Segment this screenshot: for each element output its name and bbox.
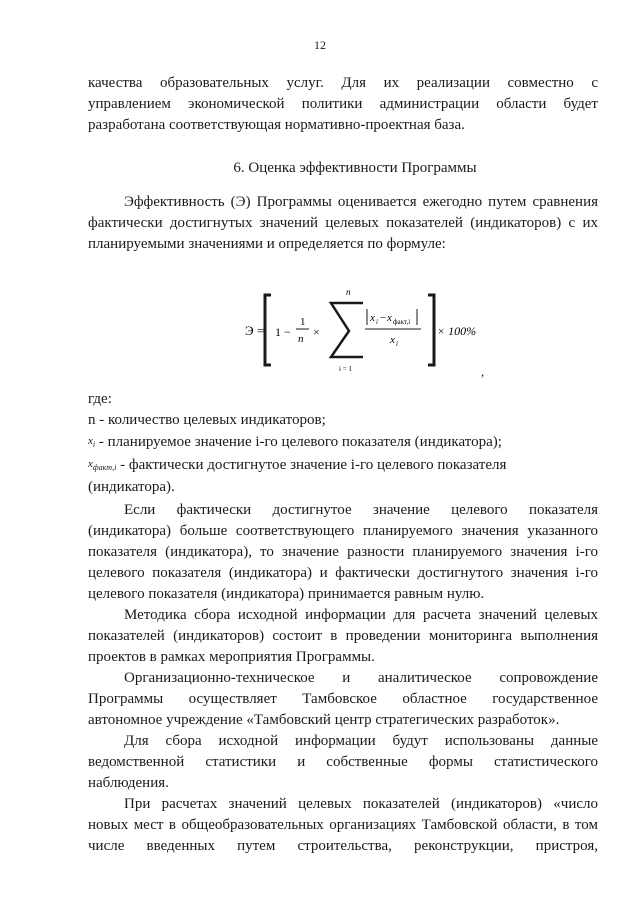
text-line: показателей (индикаторов) состоит в проведении мониторинга выполнения: [88, 628, 598, 644]
collect-paragraph: [88, 731, 598, 794]
text-line: Методика сбора исходной информации для расчета значений целевых: [124, 607, 598, 623]
text-line: качества образовательных услуг. Для их реализации совместно с: [88, 75, 598, 91]
formula-lhs: Э =: [245, 323, 265, 338]
text-line: (индикатора) больше соответствующего планируемого значения указанного: [88, 523, 598, 539]
text-line: проектов в рамках мероприятия Программы.: [88, 649, 375, 665]
if-paragraph: [88, 500, 598, 605]
formula-frac-den: n: [298, 333, 304, 345]
text-line: ведомственной статистики и собственные формы статистического: [88, 754, 598, 770]
text-line: автономное учреждение «Тамбовский центр стратегических разработок».: [88, 712, 560, 728]
text-line: Эффективность (Э) Программы оценивается ежегодно путем сравнения: [124, 194, 598, 210]
text-line: разработана соответствующая нормативно-проектная база.: [88, 117, 465, 133]
formula-comma: ,: [481, 364, 485, 379]
text-line: новых мест в общеобразовательных организациях Тамбовской области, в том: [88, 817, 598, 833]
definition-xi: $x_i$ - планируемое значение i-го целевого показателя (индикатора);: [88, 434, 502, 450]
text-line: Организационно-техническое и аналитическое сопровождение: [124, 670, 598, 686]
left-bracket: [265, 295, 271, 365]
text-line: числе введенных путем строительства, реконструкции, пристроя,: [88, 838, 598, 854]
abs-x: x: [370, 312, 375, 324]
xfact-symbol: $x_{факт,i}$: [88, 458, 117, 473]
text-line: Программы осуществляет Тамбовское областное государственное: [88, 691, 598, 707]
formula-graphic: [225, 285, 495, 375]
text-line: целевого показателя (индикатора) и фактически достигнутого значения i-го: [88, 565, 598, 581]
sum-upper-limit: n: [346, 287, 351, 297]
formula-frac-num: 1: [300, 316, 306, 328]
denominator-sub: i: [396, 340, 398, 348]
text-line: фактически достигнутых значений целевых показателей (индикаторов) с их: [88, 215, 598, 231]
right-bracket: [428, 295, 434, 365]
definition-n: n - количество целевых индикаторов;: [88, 412, 326, 428]
efficiency-formula: [225, 285, 495, 375]
abs-xfact-sub: факт,i: [393, 318, 411, 326]
text-line: целевого показателя (индикатора) принимается равным нулю.: [88, 586, 485, 602]
method-paragraph: [88, 605, 598, 668]
section-heading: 6. Оценка эффективности Программы: [233, 160, 477, 176]
calculation-paragraph: [88, 794, 598, 857]
xi-symbol: $x_i$: [88, 435, 96, 450]
text-line: планируемыми значениями и определяется по формуле:: [88, 236, 446, 252]
intro-paragraph: [88, 73, 598, 136]
sigma-icon: [331, 303, 363, 357]
definition-xfact: $x_{факт,i}$ - фактически достигнутое значение i-го целевого показателя: [88, 457, 507, 473]
text-line: При расчетах значений целевых показателей (индикаторов) «число: [124, 796, 598, 812]
text-line: управлением экономической политики администрации области будет: [88, 96, 598, 112]
effectiveness-paragraph: [88, 192, 598, 255]
abs-xfact: x: [387, 312, 392, 324]
formula-one-minus: 1 −: [275, 325, 291, 339]
text-line: Для сбора исходной информации будут использованы данные: [124, 733, 598, 749]
where-label: где:: [88, 391, 112, 407]
abs-x-sub: i: [376, 318, 378, 326]
denominator-x: x: [390, 334, 395, 346]
sum-lower-limit: i = 1: [339, 365, 352, 373]
definition-xfact-cont: (индикатора).: [88, 479, 175, 495]
text-line: наблюдения.: [88, 775, 169, 791]
text-line: показателя (индикатора), то значение разности планируемого значения i-го: [88, 544, 598, 560]
page-number: 12: [314, 38, 326, 52]
text-line: Если фактически достигнутое значение целевого показателя: [124, 502, 598, 518]
definitions-block: [88, 389, 598, 498]
formula-times: ×: [313, 325, 320, 339]
formula-percent: × 100%: [437, 324, 477, 338]
abs-minus: −: [380, 312, 387, 324]
organization-paragraph: [88, 668, 598, 731]
